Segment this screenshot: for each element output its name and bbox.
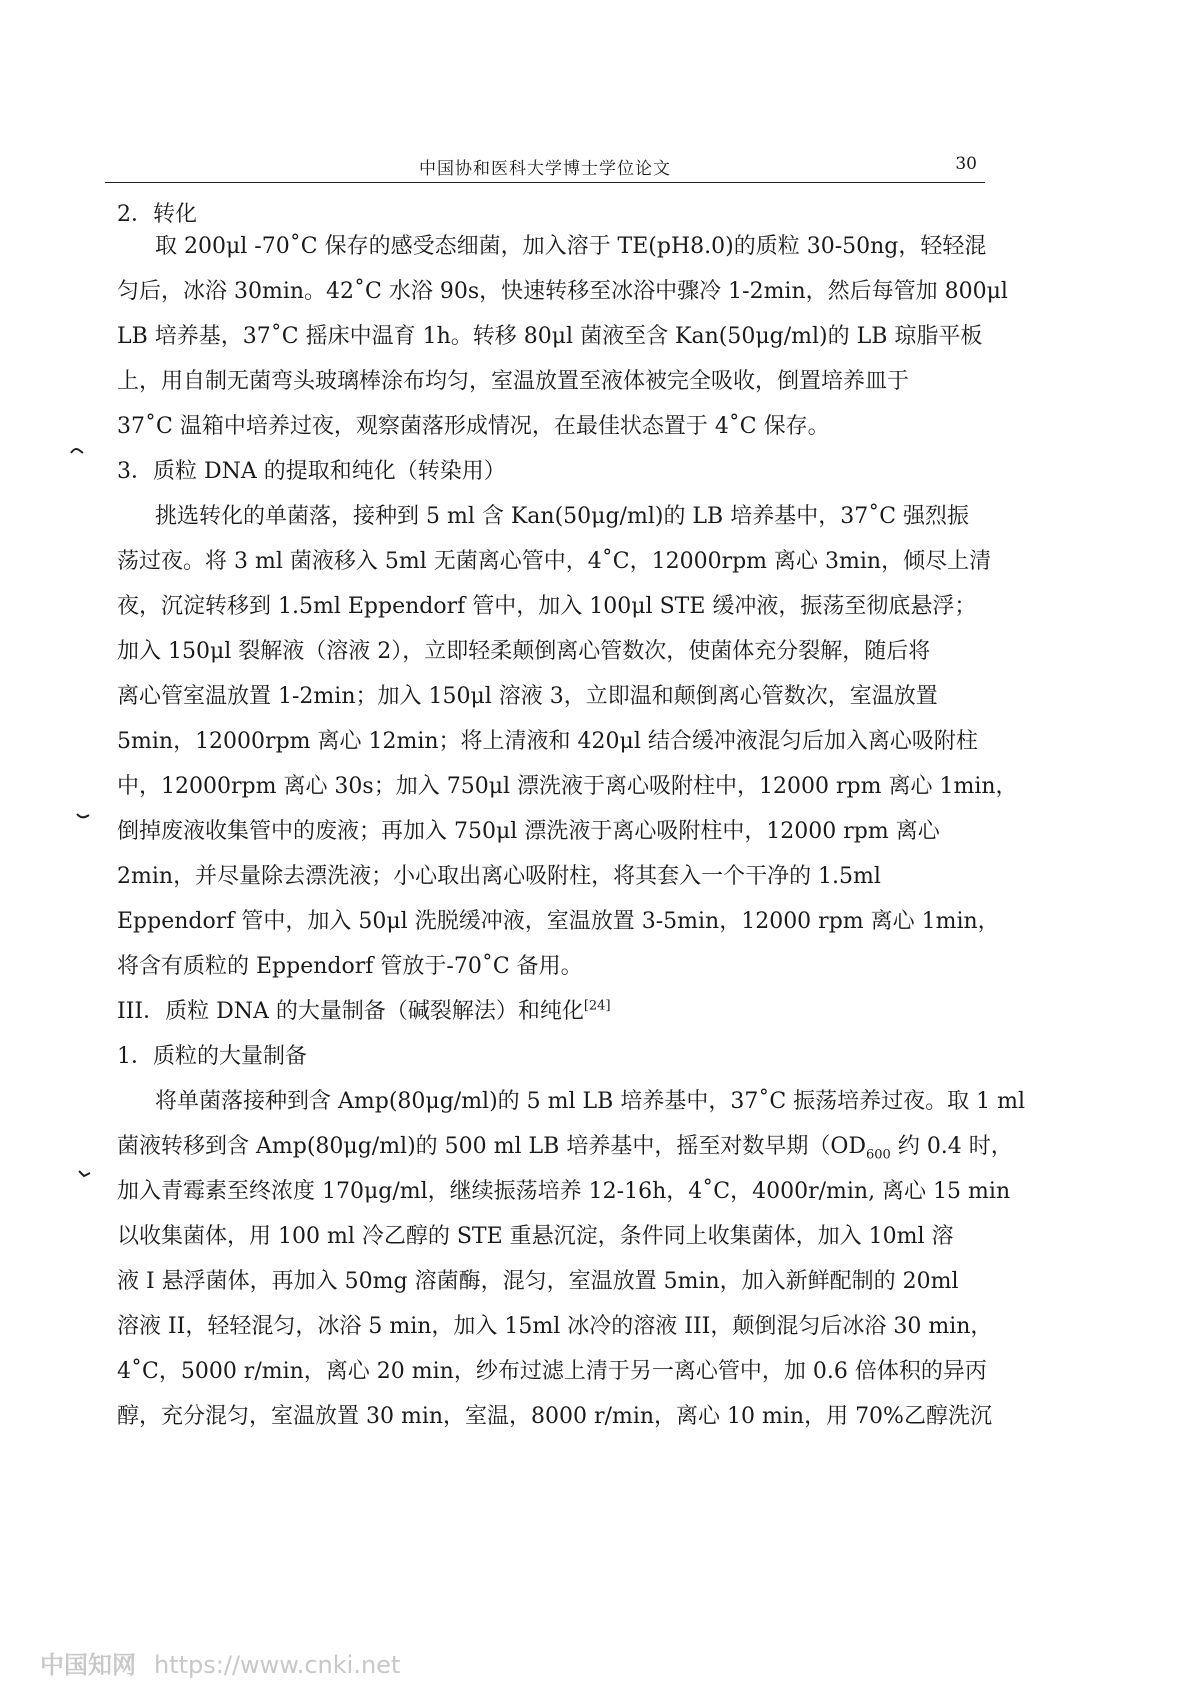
- paragraph-line: 液 I 悬浮菌体，再加入 50mg 溶菌酶，混匀，室温放置 5min，加入新鲜配制的 20ml: [117, 1269, 959, 1294]
- paragraph-line: 2min，并尽量除去漂洗液；小心取出离心吸附柱，将其套入一个干净的 1.5ml: [117, 864, 881, 889]
- paragraph-line: 醇，充分混匀，室温放置 30 min，室温，8000 r/min，离心 10 min，用 70%乙醇洗沉: [117, 1404, 992, 1429]
- heading-text: III．质粒 DNA 的大量制备（碱裂解法）和纯化: [117, 999, 584, 1024]
- page-header: [105, 152, 985, 183]
- header-title: 中国协和医科大学博士学位论文: [419, 159, 671, 179]
- paragraph-line: 加入青霉素至终浓度 170μg/ml，继续振荡培养 12-16h，4˚C，4000r/min, 离心 15 min: [117, 1179, 1011, 1204]
- paragraph-line: 荡过夜。将 3 ml 菌液移入 5ml 无菌离心管中，4˚C，12000rpm 离心 3min，倾尽上清: [117, 549, 992, 574]
- section-heading-large-scale: [117, 997, 611, 1027]
- paragraph-line: 以收集菌体，用 100 ml 冷乙醇的 STE 重悬沉淀，条件同上收集菌体，加入 10ml 溶: [117, 1224, 954, 1249]
- paragraph-line: 上，用自制无菌弯头玻璃棒涂布均匀，室温放置至液体被完全吸收，倒置培养皿于: [117, 369, 910, 394]
- od-subscript: 600: [866, 1147, 891, 1163]
- scan-mark-icon: [76, 812, 90, 820]
- paragraph-line: [117, 1132, 1013, 1162]
- scan-mark-icon: [70, 447, 84, 455]
- paragraph-line: 溶液 II，轻轻混匀，冰浴 5 min，加入 15ml 冰冷的溶液 III，颠倒混匀后冰浴 30 min，: [117, 1314, 993, 1339]
- citation-reference: [24]: [583, 998, 611, 1014]
- section-heading-transformation: 2．转化: [117, 202, 197, 227]
- paragraph-line: LB 培养基，37˚C 摇床中温育 1h。转移 80μl 菌液至含 Kan(50μg/ml)的 LB 琼脂平板: [117, 324, 983, 349]
- line-text: 菌液转移到含 Amp(80μg/ml)的 500 ml LB 培养基中，摇至对数早期（OD: [117, 1134, 866, 1159]
- paragraph-line: 37˚C 温箱中培养过夜，观察菌落形成情况，在最佳状态置于 4˚C 保存。: [117, 414, 830, 439]
- paragraph-line: 取 200μl -70˚C 保存的感受态细菌，加入溶于 TE(pH8.0)的质粒 30-50ng，轻轻混: [155, 234, 987, 259]
- paragraph-line: 4˚C，5000 r/min，离心 20 min，纱布过滤上清于另一离心管中，加 0.6 倍体积的异丙: [117, 1359, 987, 1384]
- scan-mark-icon: [78, 1170, 92, 1178]
- section-heading-plasmid-extraction: 3．质粒 DNA 的提取和纯化（转染用）: [117, 459, 506, 484]
- paragraph-line: 倒掉废液收集管中的废液；再加入 750μl 漂洗液于离心吸附柱中，12000 rpm 离心: [117, 819, 940, 844]
- paragraph-line: Eppendorf 管中，加入 50μl 洗脱缓冲液，室温放置 3-5min，12000 rpm 离心 1min，: [117, 909, 1000, 934]
- paragraph-line: 将含有质粒的 Eppendorf 管放于-70˚C 备用。: [117, 954, 583, 979]
- paragraph-line: 将单菌落接种到含 Amp(80μg/ml)的 5 ml LB 培养基中，37˚C 振荡培养过夜。取 1 ml: [155, 1089, 1026, 1114]
- paragraph-line: 挑选转化的单菌落，接种到 5 ml 含 Kan(50μg/ml)的 LB 培养基中，37˚C 强烈振: [155, 504, 970, 529]
- watermark-site-name: 中国知网: [40, 1651, 136, 1679]
- watermark-url: https://www.cnki.net: [154, 1651, 401, 1679]
- subsection-heading: 1．质粒的大量制备: [117, 1044, 307, 1069]
- page-number: 30: [955, 154, 977, 174]
- paragraph-line: 加入 150μl 裂解液（溶液 2），立即轻柔颠倒离心管数次，使菌体充分裂解，随后将: [117, 639, 931, 664]
- paragraph-line: 5min，12000rpm 离心 12min；将上清液和 420μl 结合缓冲液混匀后加入离心吸附柱: [117, 729, 978, 754]
- paragraph-line: 夜，沉淀转移到 1.5ml Eppendorf 管中，加入 100μl STE 缓冲液，振荡至彻底悬浮；: [117, 594, 977, 619]
- cnki-watermark: [40, 1645, 400, 1680]
- paragraph-line: 中，12000rpm 离心 30s；加入 750μl 漂洗液于离心吸附柱中，12000 rpm 离心 1min，: [117, 774, 1018, 799]
- paragraph-line: 离心管室温放置 1-2min；加入 150μl 溶液 3，立即温和颠倒离心管数次，室温放置: [117, 684, 938, 709]
- paragraph-line: 匀后，冰浴 30min。42˚C 水浴 90s，快速转移至冰浴中骤冷 1-2min，然后每管加 800μl: [117, 279, 1008, 304]
- line-text-tail: 约 0.4 时，: [890, 1134, 1013, 1159]
